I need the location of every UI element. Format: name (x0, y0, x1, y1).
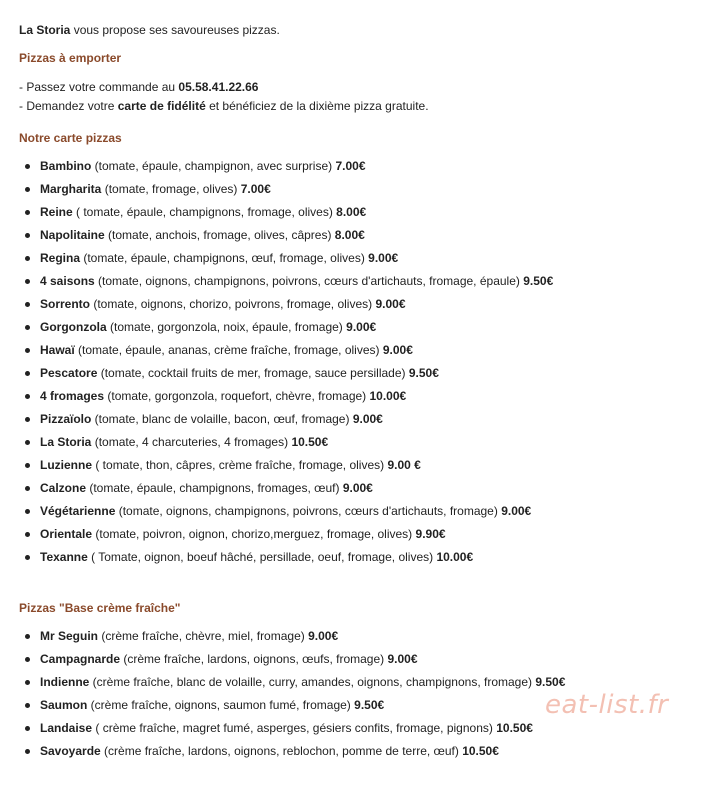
list-item (19, 628, 699, 651)
pizza-name: 4 fromages (40, 389, 105, 403)
pizza-ingredients: (crème fraîche, oignons, saumon fumé, fromage) (87, 698, 355, 712)
list-item (19, 743, 699, 766)
list-item (19, 651, 699, 674)
pizza-price: 9.90€ (415, 527, 446, 541)
pizza-price: 9.00€ (382, 343, 413, 357)
pizza-price: 9.00€ (387, 652, 418, 666)
pizza-ingredients: ( tomate, épaule, champignons, fromage, olives) (72, 205, 337, 219)
pizza-name: Margharita (40, 182, 102, 196)
pizza-name: Campagnarde (40, 652, 121, 666)
pizza-price: 10.00€ (436, 550, 474, 564)
pizza-ingredients: (tomate, gorgonzola, roquefort, chèvre, fromage) (104, 389, 370, 403)
pizza-ingredients: (tomate, anchois, fromage, olives, câpres) (104, 228, 335, 242)
menu-heading: Notre carte pizzas (19, 131, 122, 145)
pizza-ingredients: (tomate, poivron, oignon, chorizo,merguez, fromage, olives) (92, 527, 416, 541)
pizza-ingredients: ( crème fraîche, magret fumé, asperges, gésiers confits, fromage, pignons) (92, 721, 497, 735)
pizza-price: 9.00€ (501, 504, 532, 518)
pizza-ingredients: (tomate, épaule, champignon, avec surprise) (91, 159, 336, 173)
pizza-ingredients: (tomate, oignons, chorizo, poivrons, fromage, olives) (90, 297, 376, 311)
list-item (19, 158, 699, 181)
pizza-price: 7.00€ (240, 182, 271, 196)
list-item (19, 720, 699, 743)
pizza-ingredients: (tomate, épaule, ananas, crème fraîche, fromage, olives) (74, 343, 383, 357)
pizza-name: Reine (40, 205, 73, 219)
pizza-ingredients: (tomate, gorgonzola, noix, épaule, fromage) (106, 320, 347, 334)
pizza-name: Bambino (40, 159, 92, 173)
pizza-price: 9.50€ (535, 675, 566, 689)
pizza-ingredients: (crème fraîche, lardons, oignons, reblochon, pomme de terre, œuf) (100, 744, 463, 758)
list-item (19, 526, 699, 549)
pizza-price: 10.50€ (462, 744, 499, 758)
pizza-name: Texanne (40, 550, 88, 564)
pizza-name: Savoyarde (40, 744, 101, 758)
brand-name: La Storia (19, 23, 71, 37)
pizza-ingredients: (crème fraîche, chèvre, miel, fromage) (98, 629, 309, 643)
pizza-ingredients: (tomate, épaule, champignons, fromages, œuf) (86, 481, 343, 495)
pizza-name: Végétarienne (40, 504, 116, 518)
pizza-price: 9.50€ (523, 274, 554, 288)
order-line: - Passez votre commande au 05.58.41.22.66 (19, 80, 259, 94)
takeaway-heading: Pizzas à emporter (19, 51, 122, 65)
list-item (19, 273, 699, 296)
pizza-ingredients: (tomate, oignons, champignons, poivrons, cœurs d'artichauts, fromage, épaule) (94, 274, 524, 288)
pizza-price: 9.00€ (352, 412, 383, 426)
list-item (19, 457, 699, 480)
pizza-price: 9.00€ (342, 481, 373, 495)
phone-number: 05.58.41.22.66 (178, 80, 259, 94)
pizza-price: 9.00€ (308, 629, 339, 643)
pizza-price: 9.50€ (354, 698, 385, 712)
pizza-ingredients: (tomate, épaule, champignons, œuf, fromage, olives) (80, 251, 369, 265)
pizza-ingredients: ( tomate, thon, câpres, crème fraîche, fromage, olives) (92, 458, 388, 472)
pizza-name: Sorrento (40, 297, 91, 311)
pizza-name: Regina (40, 251, 81, 265)
pizza-name: Pizzaïolo (40, 412, 92, 426)
list-item (19, 365, 699, 388)
pizza-ingredients: (tomate, 4 charcuteries, 4 fromages) (91, 435, 292, 449)
list-item (19, 342, 699, 365)
pizza-price: 9.00€ (368, 251, 399, 265)
takeaway-info (19, 78, 699, 116)
pizza-price: 9.00€ (375, 297, 406, 311)
list-item (19, 204, 699, 227)
list-item (19, 549, 699, 572)
pizza-list (19, 158, 699, 572)
list-item (19, 434, 699, 457)
pizza-name: Hawaï (40, 343, 75, 357)
pizza-ingredients: (tomate, fromage, olives) (101, 182, 241, 196)
pizza-name: Calzone (40, 481, 87, 495)
pizza-name: Orientale (40, 527, 93, 541)
pizza-price: 9.00 € (387, 458, 421, 472)
pizza-ingredients: (tomate, cocktail fruits de mer, fromage, sauce persillade) (97, 366, 409, 380)
pizza-ingredients: ( Tomate, oignon, boeuf hâché, persillade, oeuf, fromage, olives) (87, 550, 437, 564)
intro-sentence: vous propose ses savoureuses pizzas. (70, 23, 280, 37)
list-item (19, 388, 699, 411)
watermark: eat-list.fr (545, 690, 669, 720)
pizza-ingredients: (tomate, oignons, champignons, poivrons, cœurs d'artichauts, fromage) (115, 504, 502, 518)
pizza-price: 9.00€ (346, 320, 377, 334)
intro-text (19, 22, 699, 38)
menu-page (19, 22, 699, 766)
pizza-price: 10.50€ (291, 435, 329, 449)
pizza-name: Gorgonzola (40, 320, 107, 334)
pizza-name: 4 saisons (40, 274, 95, 288)
list-item (19, 296, 699, 319)
pizza-ingredients: (crème fraîche, lardons, oignons, œufs, fromage) (120, 652, 388, 666)
pizza-name: Pescatore (40, 366, 98, 380)
list-item (19, 319, 699, 342)
pizza-name: Indienne (40, 675, 90, 689)
pizza-price: 10.00€ (369, 389, 407, 403)
list-item (19, 503, 699, 526)
loyalty-card: carte de fidélité (117, 99, 206, 113)
pizza-price: 7.00€ (335, 159, 366, 173)
creme-heading: Pizzas "Base crème fraîche" (19, 601, 181, 615)
pizza-name: Mr Seguin (40, 629, 99, 643)
pizza-ingredients: (crème fraîche, blanc de volaille, curry, amandes, oignons, champignons, fromage) (89, 675, 536, 689)
list-item (19, 227, 699, 250)
pizza-name: Landaise (40, 721, 93, 735)
list-item (19, 480, 699, 503)
pizza-name: Luzienne (40, 458, 93, 472)
pizza-name: Napolitaine (40, 228, 105, 242)
pizza-price: 10.50€ (496, 721, 533, 735)
pizza-price: 8.00€ (336, 205, 367, 219)
list-item (19, 250, 699, 273)
pizza-ingredients: (tomate, blanc de volaille, bacon, œuf, fromage) (91, 412, 353, 426)
pizza-price: 8.00€ (334, 228, 365, 242)
list-item (19, 181, 699, 204)
list-item (19, 411, 699, 434)
pizza-name: La Storia (40, 435, 92, 449)
pizza-price: 9.50€ (408, 366, 439, 380)
loyalty-line: - Demandez votre carte de fidélité et bénéficiez de la dixième pizza gratuite. (19, 99, 429, 113)
pizza-name: Saumon (40, 698, 88, 712)
